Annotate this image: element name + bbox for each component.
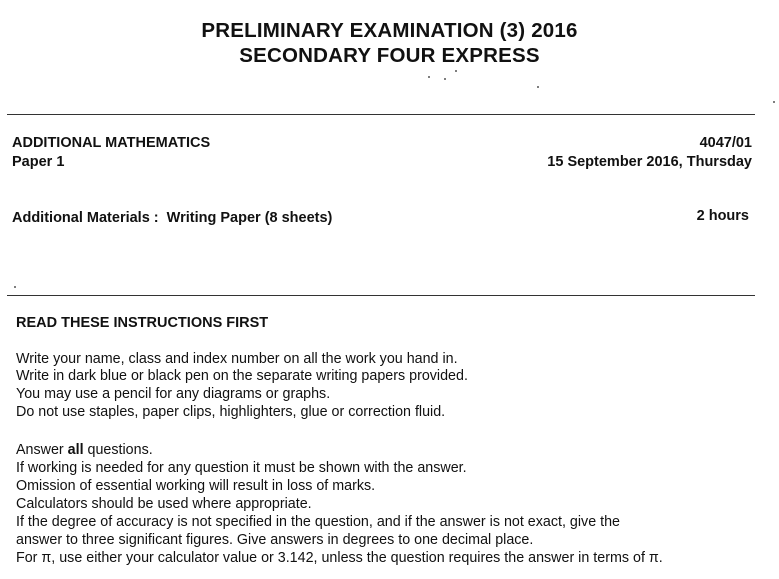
instruction-line: If the degree of accuracy is not specified in the question, and if the answer is not exact, give the <box>16 514 621 530</box>
answer-suffix: questions. <box>83 442 153 458</box>
paper-code: 4047/01 <box>699 135 752 151</box>
exam-date: 15 September 2016, Thursday <box>547 154 752 170</box>
exam-subtitle: SECONDARY FOUR EXPRESS <box>239 44 540 67</box>
materials-label: Additional Materials : <box>12 210 159 226</box>
instruction-line: Write in dark blue or black pen on the separate writing papers provided. <box>16 368 468 384</box>
additional-materials <box>12 210 332 226</box>
scan-speck <box>444 78 446 80</box>
answer-prefix: Answer <box>16 442 68 458</box>
instruction-line: Calculators should be used where appropriate. <box>16 496 312 512</box>
scan-speck <box>14 286 16 288</box>
exam-duration: 2 hours <box>696 208 749 224</box>
middle-divider <box>7 295 755 296</box>
scan-speck <box>428 76 430 78</box>
instruction-line: If working is needed for any question it must be shown with the answer. <box>16 460 467 476</box>
instruction-line: You may use a pencil for any diagrams or graphs. <box>16 386 331 402</box>
paper-number: Paper 1 <box>12 154 65 170</box>
instructions-heading: READ THESE INSTRUCTIONS FIRST <box>16 315 269 331</box>
answer-bold: all <box>67 442 84 458</box>
instruction-answer-all <box>16 442 153 458</box>
subject-name: ADDITIONAL MATHEMATICS <box>12 135 211 151</box>
instruction-line: Omission of essential working will result in loss of marks. <box>16 478 376 494</box>
instruction-line: Do not use staples, paper clips, highlighters, glue or correction fluid. <box>16 404 446 420</box>
instruction-line: answer to three significant figures. Give answers in degrees to one decimal place. <box>16 532 534 548</box>
instruction-line: For π, use either your calculator value or 3.142, unless the question requires the answer in terms of π. <box>16 550 663 566</box>
scan-speck <box>773 101 775 103</box>
scan-speck <box>537 86 539 88</box>
materials-value: Writing Paper (8 sheets) <box>166 210 333 226</box>
instruction-line: Write your name, class and index number on all the work you hand in. <box>16 351 458 367</box>
scan-speck <box>455 70 457 72</box>
top-divider <box>7 114 755 115</box>
exam-title: PRELIMINARY EXAMINATION (3) 2016 <box>201 19 578 42</box>
